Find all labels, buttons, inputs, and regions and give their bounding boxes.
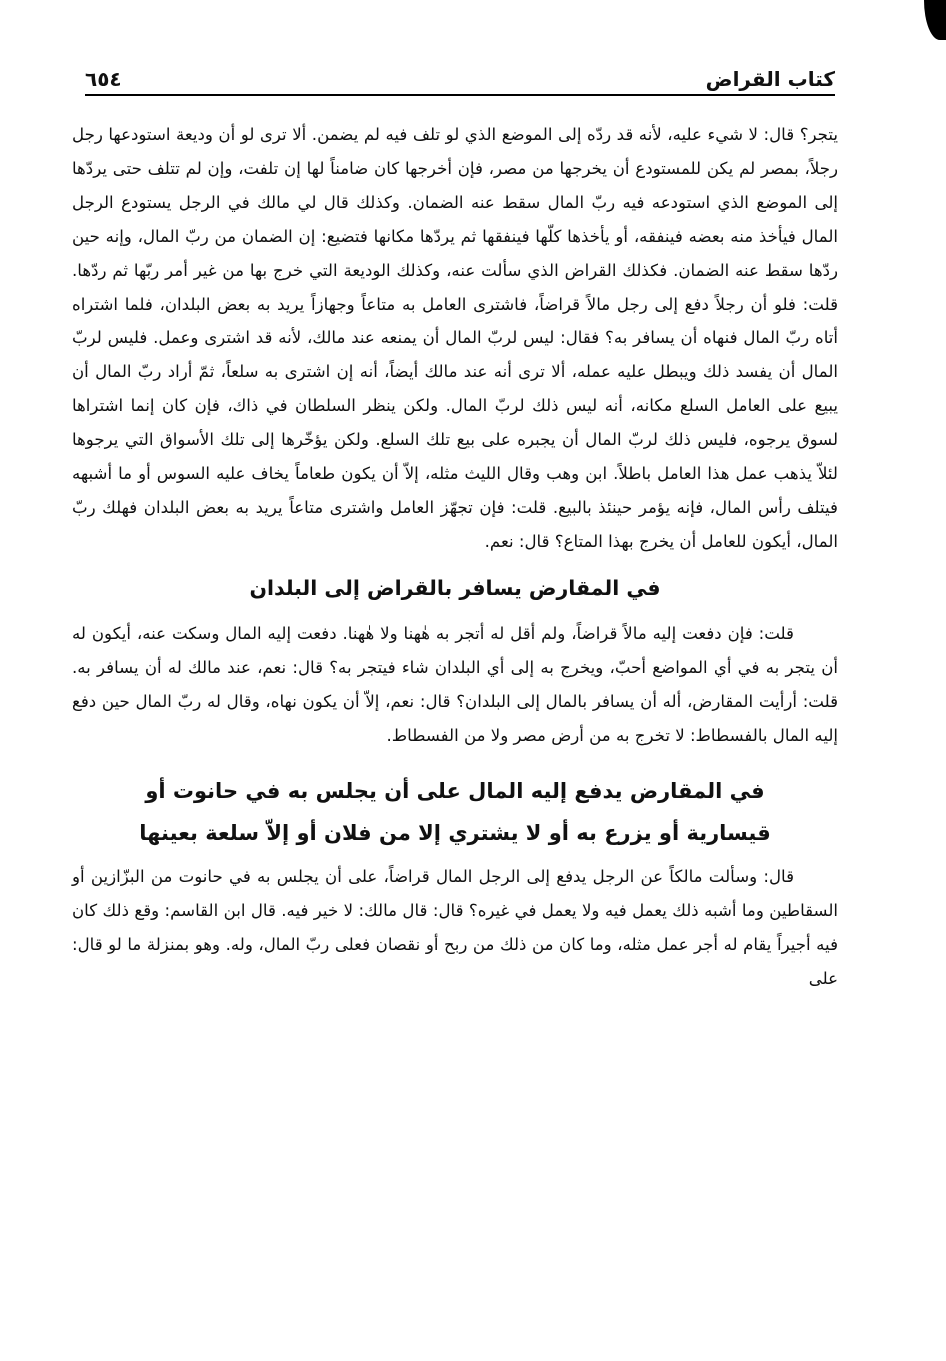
paragraph-intro — [72, 118, 838, 559]
heading-line-2: قيسارية أو يزرع به أو لا يشتري إلا من فلان أو إلاّ سلعة بعينها — [139, 821, 771, 846]
paragraph-text: قلت: فإن دفعت إليه مالاً قراضاً، ولم أقل له أتجر به هٰهنا ولا هٰهنا. دفعت إليه المال وسكت عنه، أيكون له أن يتجر به في أي المواضع أحبّ، ويخرج به إلى أي البلدان شاء فيتجر به؟ قال: نعم، عند مالك له أن يسافر به. قلت: أرأيت المقارض، أله أن يسافر بالمال إلى البلدان؟ قال: نعم، إلاّ أن يكون نهاه، وقال له ربّ المال حين دفع إليه المال بالفسطاط: لا تخرج به من أرض مصر ولا من الفسطاط. — [72, 623, 838, 745]
paragraph-shop — [72, 860, 838, 996]
page-header — [85, 58, 835, 96]
section-heading-shop — [72, 770, 838, 854]
page-number: ٦٥٤ — [85, 67, 122, 91]
page-corner-mark — [924, 0, 946, 40]
running-title: كتاب القراض — [705, 67, 835, 91]
heading-line-1: في المقارض يدفع إليه المال على أن يجلس به في حانوت أو — [145, 779, 765, 804]
page-body — [72, 118, 838, 996]
section-heading-travel: في المقارض يسافر بالقراض إلى البلدان — [249, 575, 661, 600]
paragraph-text: يتجر؟ قال: لا شيء عليه، لأنه قد ردّه إلى الموضع الذي لو تلف فيه لم يضمن. ألا ترى لو أن وديعة استودعها رجل رجلاً، بمصر لم يكن للمستودع أن يخرجها من مصر، فإن أخرجها كان ضامناً لها إن تلفت، وإن لم تتلف حتى يردّها إلى الموضع الذي استودعه فيه ربّ المال سقط عنه الضمان. وكذلك قال لي مالك في الرجل يستودع الرجل المال فيأخذ منه بعضه فينفقه، أو يأخذها كلّها فينفقها ثم يردّها مكانها فتضيع: إن الضمان من ربّ المال، وإنه حين ردّها سقط عنه الضمان. فكذلك القراض الذي سألت عنه، وكذلك الوديعة التي خرج بها من غير أمر ربّها ثم ردّها. قلت: فلو أن رجلاً دفع إلى رجل مالاً قراضاً، فاشترى العامل به متاعاً وجهازاً يريد به بعض البلدان، فلما اشتراه أتاه ربّ المال فنهاه أن يسافر به؟ فقال: ليس لربّ المال أن يمنعه عند مالك، لأنه قد اشترى وعمل. فليس لربّ المال أن يفسد ذلك ويبطل عليه عمله، ألا ترى أنه عند مالك أيضاً، أنه إن اشترى به سلعاً، ثمّ أراد ربّ المال أن يبيع على العامل السلع مكانه، أنه ليس ذلك لربّ المال. ولكن ينظر السلطان في ذاك، فإن كان إنما اشتراها لسوق يرجوه، فليس ذلك لربّ المال أن يجبره على بيع تلك السلع. ولكن يؤخّرها إلى تلك الأسواق التي يرجوها لئلاّ يذهب عمل هذا العامل باطلاً. ابن وهب وقال الليث مثله، إلاّ أن يكون طعاماً يخاف عليه السوس أو ما أشبهه فيتلف رأس المال، فإنه يؤمر حينئذ بالبيع. قلت: فإن تجهّز العامل واشترى متاعاً يريد به بعض البلدان فهلك ربّ المال، أيكون للعامل أن يخرج بهذا المتاع؟ قال: نعم. — [72, 125, 838, 551]
paragraph-travel — [72, 617, 838, 753]
paragraph-text: قال: وسألت مالكاً عن الرجل يدفع إلى الرجل المال قراضاً، على أن يجلس به في حانوت من البزّازين أو السقاطين وما أشبه ذلك يعمل فيه ولا يعمل في غيره؟ قال: قال مالك: لا خير فيه. قال ابن القاسم: وقع ذلك كان فيه أجيراً يقام له أجر عمل مثله، وما كان من ذلك من ربح أو نقصان فعلى ربّ المال، وله. وهو بمنزلة ما لو قال: على — [72, 867, 838, 989]
